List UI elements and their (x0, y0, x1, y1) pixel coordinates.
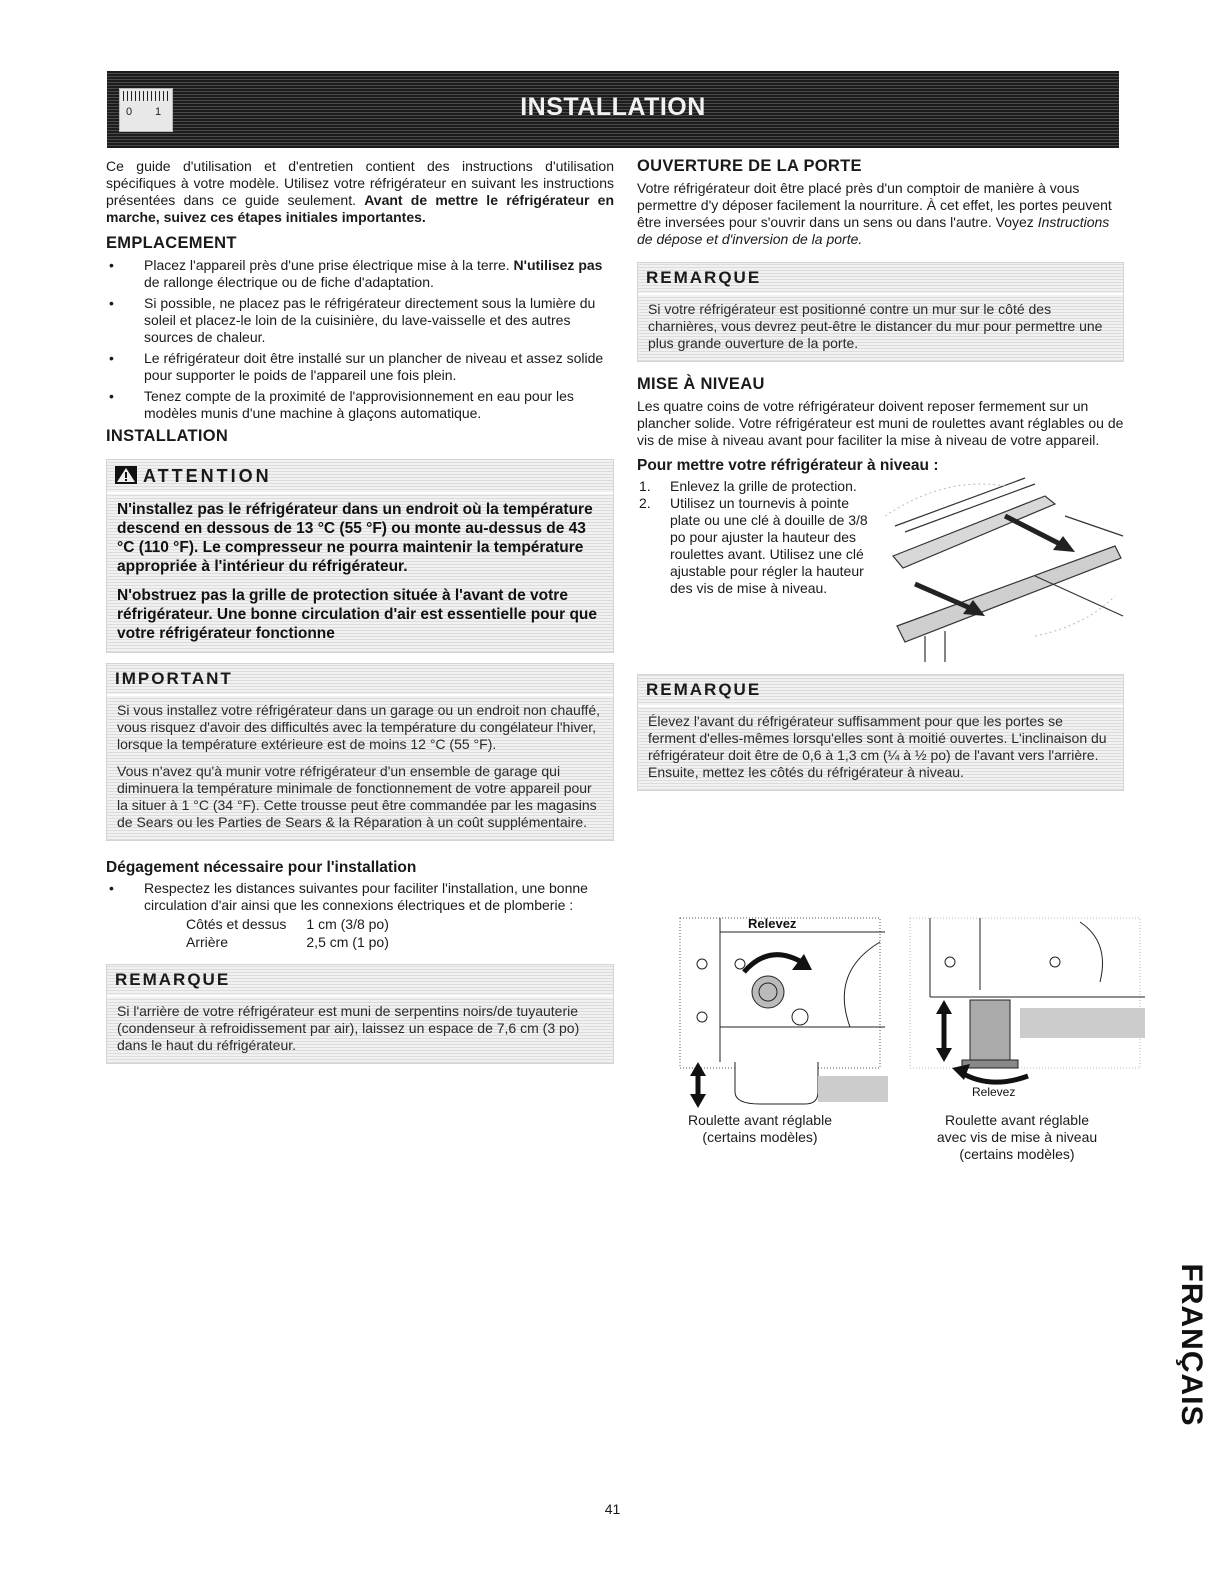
page-title: INSTALLATION (520, 93, 706, 121)
table-cell: Côtés et dessus (186, 916, 287, 932)
relevez-label: Relevez (748, 916, 797, 931)
remarque-box (637, 262, 1124, 362)
attention-text-2: N'obstruez pas la grille de protection située à l'avant de votre réfrigérateur. Une bonne circulation d'air est essentielle pour que votre réfrigérateur fonctionne (117, 587, 598, 642)
grille-removal-illustration (885, 476, 1125, 666)
list-item: • Le réfrigérateur doit être installé sur un plancher de niveau et assez solide pour supporter le poids de l'appareil une fois plein. (106, 350, 614, 384)
list-item: • Si possible, ne placez pas le réfrigérateur directement sous la lumière du soleil et placez-le loin de la cuisinière, du lave-vaisselle et des autres sources de chaleur. (106, 295, 614, 346)
list-item: • Respectez les distances suivantes pour faciliter l'installation, une bonne circulation d'air ainsi que les connexions électriques et de plomberie : (106, 880, 614, 914)
attention-box (106, 459, 614, 653)
degagement-list (106, 880, 614, 914)
table-row (186, 934, 409, 952)
remarque-header: REMARQUE (638, 675, 1123, 707)
ouverture-text: Votre réfrigérateur doit être placé près d'un comptoir de manière à vous permettre d'y déposer facilement la nourriture. À cet effet, les portes peuvent être inversées pour s'ouvrir dans un sens ou dans l'autre. Voyez Instructions de dépose et d'inversion de la porte. (637, 180, 1112, 247)
steps-list (637, 478, 882, 597)
intro-paragraph: Ce guide d'utilisation et d'entretien contient des instructions d'utilisation spécifiques à votre modèle. Utilisez votre réfrigérateur en suivant les instructions présentées dans ce guide seulement. Avant de mettre le réfrigérateur en marche, suivez ces étapes initiales importantes. (106, 158, 614, 225)
table-cell: Arrière (186, 934, 229, 950)
list-item: • Placez l'appareil près d'une prise électrique mise à la terre. N'utilisez pas de rallonge électrique ou de fiche d'adaptation. (106, 257, 614, 291)
leveling-screw-caption: Roulette avant réglable avec vis de mise à niveau (certains modèles) (936, 1112, 1098, 1162)
section-banner (107, 71, 1119, 148)
language-tab: FRANÇAIS (1175, 1263, 1208, 1427)
ruler-one: 1 (155, 106, 162, 118)
warning-icon (115, 466, 137, 484)
important-text-2: Vous n'avez qu'à munir votre réfrigérateur d'un ensemble de garage qui diminuera la température minimale de fonctionnement de votre appareil pour la situer à 1 °C (34 °F). Cette trousse peut être commandée par les magasins de Sears ou les Parties de Sears & la Réparation à un coût supplémentaire. (117, 763, 597, 830)
degagement-heading: Dégagement nécessaire pour l'installation (106, 859, 417, 876)
clearance-table (186, 916, 409, 952)
page-number: 41 (604, 1501, 621, 1517)
remarque-box (637, 674, 1124, 791)
emplacement-heading: EMPLACEMENT (106, 234, 237, 252)
relevez-label: Relevez (972, 1085, 1016, 1099)
attention-text-1: N'installez pas le réfrigérateur dans un endroit où la température descend en dessous de 13 °C (55 °F) ou monte au-dessus de 43 °C (110 °F). Le compresseur ne pourra maintenir la température appropriée à l'intérieur du réfrigérateur. (117, 501, 593, 575)
ruler-zero: 0 (126, 106, 133, 118)
niveau-text: Les quatre coins de votre réfrigérateur doivent reposer fermement sur un plancher solide. Votre réfrigérateur est muni de roulettes avant réglables ou de vis de mise à niveau avant pour faciliter la mise à niveau de votre appareil. (637, 398, 1124, 448)
important-text-1: Si vous installez votre réfrigérateur dans un garage ou un endroit non chauffé, vous risquez d'avoir des difficultés avec la température du congélateur l'hiver, lorsque la température extérieure est de moins 12 °C (55 °F). (117, 702, 601, 752)
niveau-subheading: Pour mettre votre réfrigérateur à niveau : (637, 457, 939, 474)
remarque-text: Si votre réfrigérateur est positionné contre un mur sur le côté des charnières, vous devrez peut-être le distancer du mur pour permettre une plus grande ouverture de la porte. (648, 301, 1103, 351)
remarque-box (106, 964, 614, 1064)
table-cell: 1 cm (3/8 po) (306, 916, 389, 932)
list-item: 1. Enlevez la grille de protection. (639, 478, 857, 494)
niveau-heading: MISE À NIVEAU (637, 375, 765, 393)
installation-heading: INSTALLATION (106, 427, 229, 445)
right-column (637, 158, 1124, 791)
emplacement-list (106, 257, 614, 422)
important-box (106, 663, 614, 841)
important-header: IMPORTANT (107, 664, 613, 696)
list-item: • Tenez compte de la proximité de l'approvisionnement en eau pour les modèles munis d'une machine à glaçons automatique. (106, 388, 614, 422)
left-column (106, 158, 614, 1064)
roller-figure (640, 912, 890, 1112)
ouverture-heading: OUVERTURE DE LA PORTE (637, 157, 862, 175)
remarque-header: REMARQUE (638, 263, 1123, 295)
roller-caption: Roulette avant réglable (certains modèles) (688, 1112, 832, 1145)
list-item: 2. Utilisez un tournevis à pointe plate ou une clé à douille de 3/8 po pour ajuster la hauteur des roulettes avant. Utilisez une clé ajustable pour régler la hauteur des vis de mise à niveau. (639, 495, 868, 596)
remarque-text: Si l'arrière de votre réfrigérateur est muni de serpentins noirs/de tuyauterie (condenseur à refroidissement par air), laissez un espace de 7,6 cm (3 po) dans le haut du réfrigérateur. (117, 1003, 580, 1053)
remarque-header: REMARQUE (107, 965, 613, 997)
table-cell: 2,5 cm (1 po) (306, 934, 389, 950)
table-row (186, 916, 409, 934)
leveling-screw-figure (900, 912, 1150, 1112)
remarque-text: Élevez l'avant du réfrigérateur suffisamment pour que les portes se ferment d'elles-mêmes lorsqu'elles sont à moitié ouvertes. L'inclinaison du réfrigérateur doit être de 0,6 à 1,3 cm (¼ à ½ po) de l'avant vers l'arrière. Ensuite, mettez les côtés du réfrigérateur à niveau. (648, 713, 1107, 780)
attention-header: ATTENTION (107, 460, 613, 494)
